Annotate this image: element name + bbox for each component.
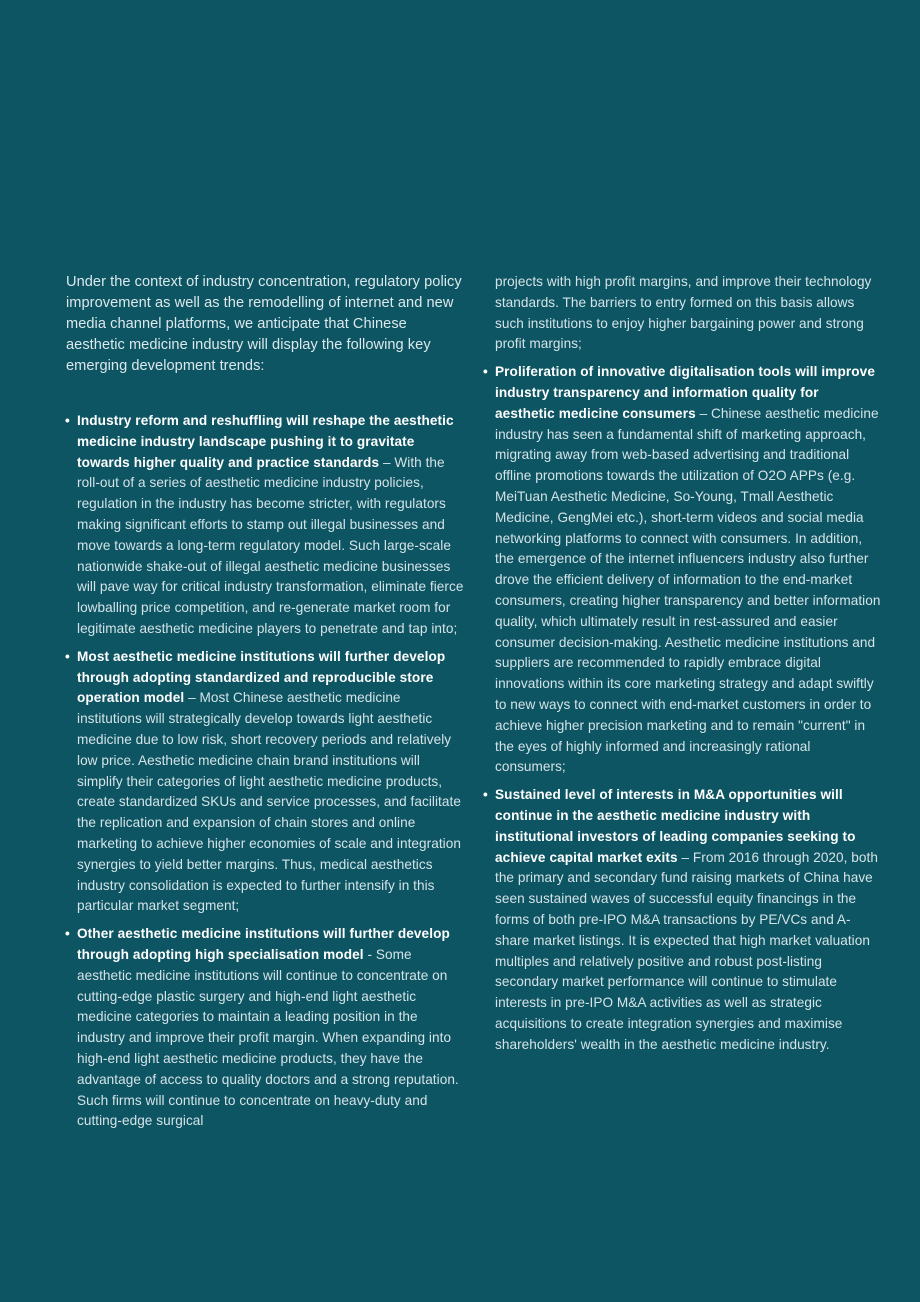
trend-body: – From 2016 through 2020, both the primary and secondary fund raising markets of China have seen sustained waves of successful equity financings in the forms of both pre-IPO M&A transactions by PE/VCs and A-share market listings. It is expected that high market valuation multiples and relatively positive and robust post-listing secondary market performance will continue to stimulate interests in pre-IPO M&A activities as well as strategic acquisitions to create integration synergies and maximise shareholders' wealth in the aesthetic medicine industry. <box>495 849 878 1052</box>
trend-item-specialisation-model <box>66 924 464 1132</box>
trend-body: - Some aesthetic medicine institutions will continue to concentrate on cutting-edge plastic surgery and high-end light aesthetic medicine categories to maintain a leading position in the industry and improve their profit margin. When expanding into high-end light aesthetic medicine products, they have the advantage of access to quality doctors and a strong reputation. Such firms will continue to concentrate on heavy-duty and cutting-edge surgical <box>77 946 459 1129</box>
bullet-icon: • <box>65 413 70 428</box>
bullet-icon: • <box>65 926 70 942</box>
bullet-icon: • <box>65 648 70 664</box>
trend-list-right <box>484 362 882 1055</box>
trend-item-industry-reform <box>66 411 464 640</box>
trend-item-standardized-model <box>66 647 464 917</box>
trend-heading: Other aesthetic medicine institutions will further develop through adopting high specialisation model <box>77 926 450 962</box>
trend-item-digitalisation <box>484 362 882 778</box>
bullet-icon: • <box>483 364 488 380</box>
trend-body: – Chinese aesthetic medicine industry has seen a fundamental shift of marketing approach, migrating away from web-based advertising and traditional offline promotions towards the utilization of O2O APPs (e.g. MeiTuan Aesthetic Medicine, So-Young, Tmall Aesthetic Medicine, GengMei etc.), short-term videos and social media networking platforms to connect with consumers. In addition, the emergence of the internet influencers industry also further drove the efficient delivery of information to the end-market consumers, creating higher transparency and better information quality, which ultimately result in rest-assured and easier consumer decision-making. Aesthetic medicine institutions and suppliers are recommended to rapidly embrace digital innovations within its core marketing strategy and adapt swiftly to new ways to connect with end-market customers in order to achieve higher precision marketing and to remain "current" in the eyes of highly informed and increasingly rational consumers; <box>495 405 881 775</box>
trend-item-m-and-a <box>484 785 882 1055</box>
trend-body: – Most Chinese aesthetic medicine institutions will strategically develop towards light aesthetic medicine due to low risk, short recovery periods and relatively low price. Aesthetic medicine chain brand institutions will simplify their categories of light aesthetic medicine products, create standardized SKUs and service processes, and facilitate the replication and expansion of chain stores and online marketing to achieve higher economies of scale and integration synergies to yield better margins. Thus, medical aesthetics industry consolidation is expected to further intensify in this particular market segment; <box>77 690 461 914</box>
trend-heading: Most aesthetic medicine institutions will further develop through adopting standardized and reproducible store operation model <box>77 648 446 706</box>
intro-paragraph: Under the context of industry concentration, regulatory policy improvement as well as the remodelling of internet and new media channel platforms, we anticipate that Chinese aesthetic medicine industry will display the following key emerging development trends: <box>66 274 462 374</box>
trend-continuation: projects with high profit margins, and improve their technology standards. The barriers to entry formed on this basis allows such institutions to enjoy higher bargaining power and strong profit margins; <box>495 274 872 352</box>
trend-heading: Sustained level of interests in M&A opportunities will continue in the aesthetic medicine industry with institutional investors of leading companies seeking to achieve capital market exits <box>495 787 856 865</box>
trend-list-left <box>66 411 464 1132</box>
trend-heading: Industry reform and reshuffling will reshape the aesthetic medicine industry landscape pushing it to gravitate towards higher quality and practice standards <box>77 413 454 470</box>
bullet-icon: • <box>483 787 488 803</box>
trend-body: – With the roll-out of a series of aesthetic medicine industry policies, regulation in the industry has become stricter, with regulators making significant efforts to stamp out illegal businesses and move towards a long-term regulatory model. Such large-scale nationwide shake-out of illegal aesthetic medicine businesses will pave way for critical industry transformation, eliminate fierce lowballing price competition, and re-generate market room for legitimate aesthetic medicine players to penetrate and tap into; <box>77 454 464 636</box>
trend-heading: Proliferation of innovative digitalisation tools will improve industry transparency and information quality for aesthetic medicine consumers <box>495 364 875 421</box>
right-column <box>484 272 882 1062</box>
left-column <box>66 272 464 1139</box>
